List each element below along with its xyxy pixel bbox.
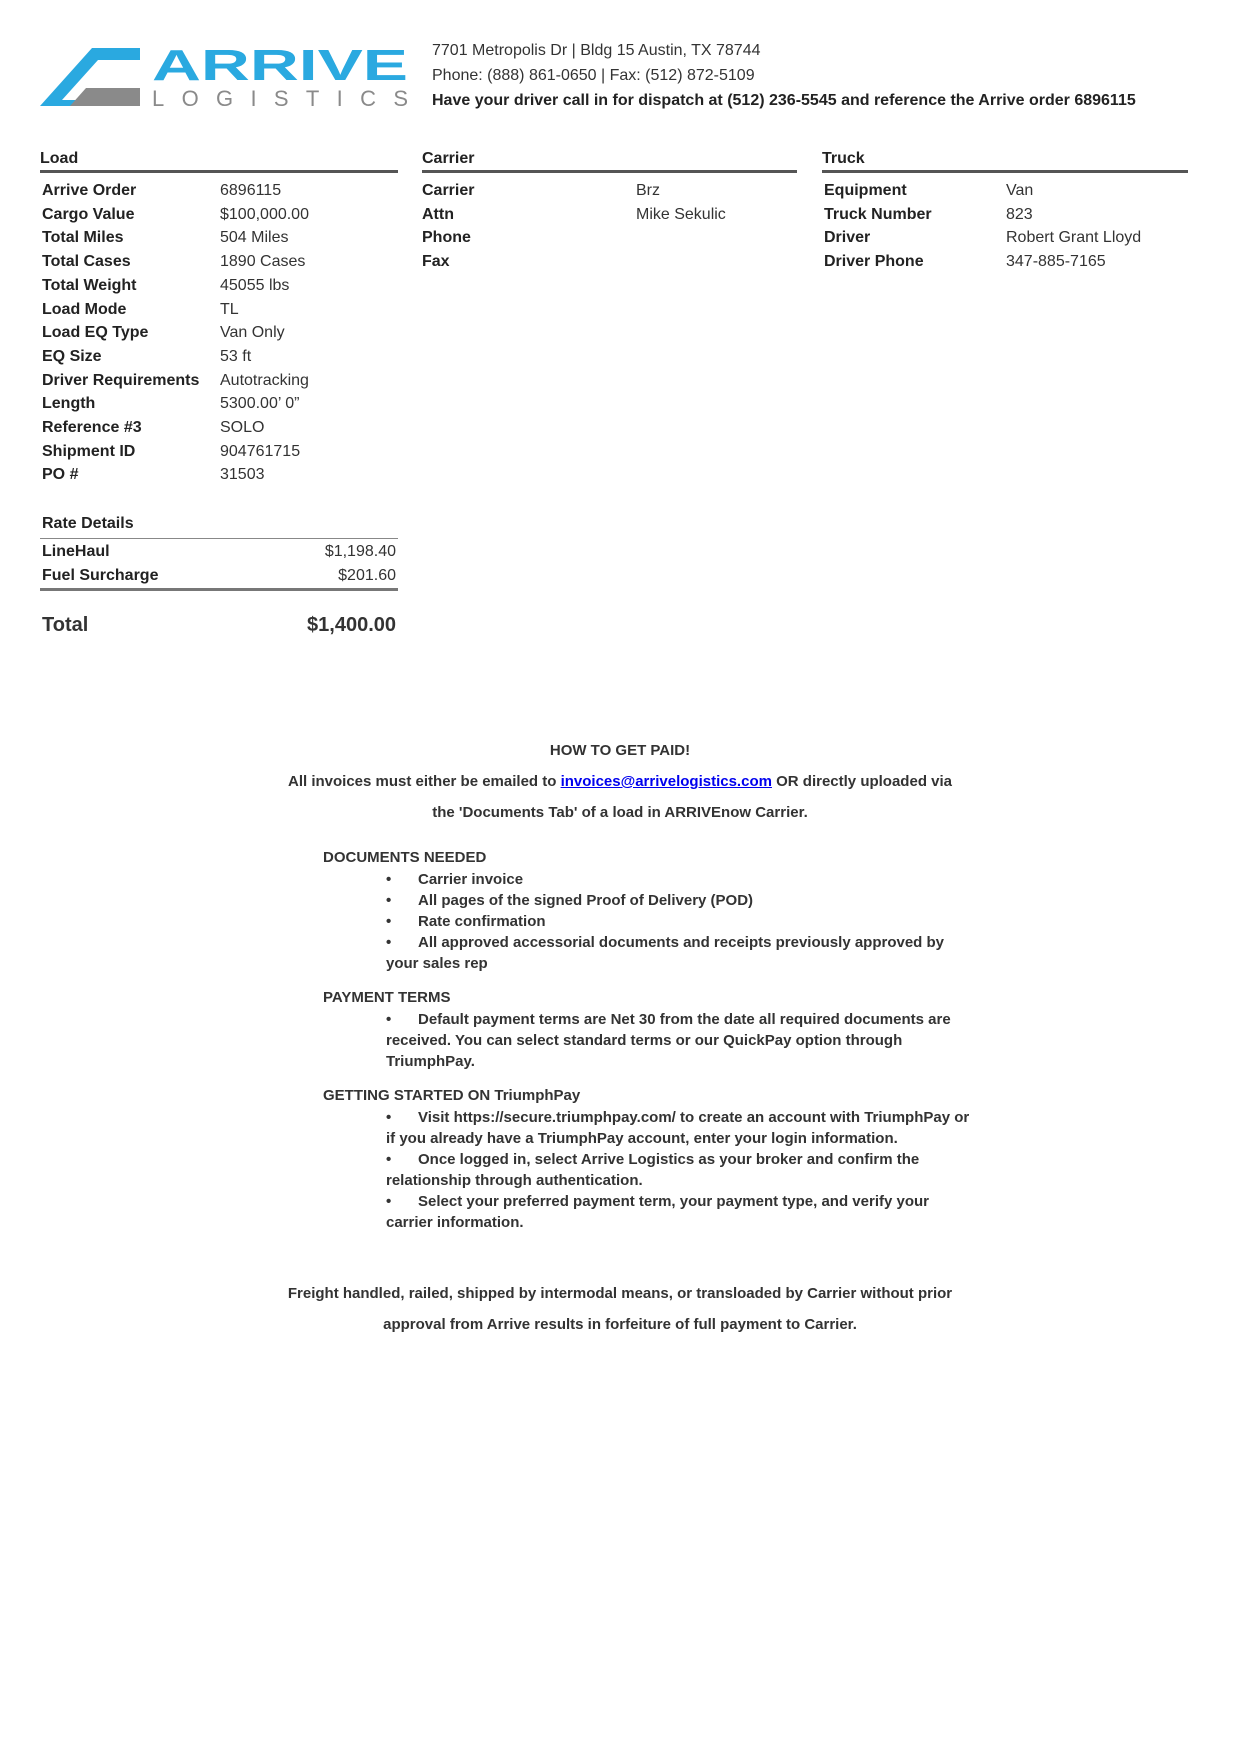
load-row-value: Van Only xyxy=(220,324,285,342)
load-row-value: SOLO xyxy=(220,419,265,436)
load-row-value: 6896115 xyxy=(220,182,282,199)
bullet-icon: • xyxy=(386,1193,392,1210)
payment-terms-heading: PAYMENT TERMS xyxy=(323,989,451,1006)
load-row-value: TL xyxy=(220,300,239,318)
load-row-label: Load Mode xyxy=(42,300,127,318)
rate-top-rule xyxy=(40,538,398,539)
carrier-row-value: Mike Sekulic xyxy=(636,205,726,223)
truck-row-label: Truck Number xyxy=(824,205,932,223)
load-row-label: Load EQ Type xyxy=(42,324,149,342)
bullet-icon: • xyxy=(386,1151,392,1168)
load-row-value: 53 ft xyxy=(220,347,252,365)
list-item xyxy=(386,911,976,932)
load-row-label: PO # xyxy=(42,466,79,484)
truck-rule xyxy=(822,170,1188,173)
list-item xyxy=(386,1009,976,1072)
list-item-text: Select your preferred payment term, your payment type, and verify your carrier information. xyxy=(386,1193,929,1231)
load-row-label: Reference #3 xyxy=(42,419,142,436)
load-row-label: Driver Requirements xyxy=(42,371,200,389)
rate-bottom-rule xyxy=(40,588,398,591)
load-row-label: Arrive Order xyxy=(42,182,137,199)
logo-word: ARRIVE xyxy=(152,44,408,90)
invoices-email-link[interactable]: invoices@arrivelogistics.com xyxy=(560,773,772,790)
arrive-logistics-logo xyxy=(40,44,410,112)
bullet-icon: • xyxy=(386,1109,392,1126)
list-item-text: Once logged in, select Arrive Logistics as your broker and confirm the relationship through authentication. xyxy=(386,1151,920,1189)
carrier-row-label: Carrier xyxy=(422,182,475,199)
how-to-get-paid-title: HOW TO GET PAID! xyxy=(549,742,691,759)
load-row-value: 1890 Cases xyxy=(220,253,306,271)
freight-footer-line2: approval from Arrive results in forfeiture of full payment to Carrier. xyxy=(383,1316,857,1333)
list-item-text: Default payment terms are Net 30 from the date all required documents are received. You can select standard terms or our QuickPay option through TriumphPay. xyxy=(386,1011,951,1070)
carrier-row-label: Attn xyxy=(422,205,454,223)
rate-row xyxy=(42,542,396,562)
load-row-label: Total Miles xyxy=(42,229,124,247)
invoice-instruction-line1 xyxy=(0,773,1240,790)
rate-row-value: $201.60 xyxy=(338,567,396,584)
total-label: Total xyxy=(42,614,89,636)
getting-started-heading: GETTING STARTED ON TriumphPay xyxy=(323,1087,581,1104)
truck-row-label: Driver xyxy=(824,229,871,247)
truck-heading: Truck xyxy=(822,150,865,167)
load-row-value: 904761715 xyxy=(220,442,301,460)
list-item-text: Rate confirmation xyxy=(418,913,546,930)
bullet-icon: • xyxy=(386,892,392,909)
load-row-label: Length xyxy=(42,395,96,413)
truck-row-value: 347-885-7165 xyxy=(1006,253,1106,271)
carrier-row-label: Fax xyxy=(422,253,450,271)
load-row-value: 504 Miles xyxy=(220,229,289,247)
documents-needed-list xyxy=(386,869,976,974)
bullet-icon: • xyxy=(386,871,392,888)
bullet-icon: • xyxy=(386,934,392,951)
list-item xyxy=(386,890,976,911)
list-item-text: All pages of the signed Proof of Delivery (POD) xyxy=(418,892,754,909)
carrier-row-value: Brz xyxy=(636,182,660,199)
list-item xyxy=(386,1149,976,1191)
truck-row-label: Equipment xyxy=(824,182,907,199)
getting-started-list xyxy=(386,1107,976,1233)
truck-row-value: Robert Grant Lloyd xyxy=(1006,229,1142,247)
documents-needed-heading: DOCUMENTS NEEDED xyxy=(323,849,487,866)
load-row-value: Autotracking xyxy=(220,371,309,389)
company-address: 7701 Metropolis Dr | Bldg 15 Austin, TX 78744 xyxy=(432,42,761,59)
rate-details-heading: Rate Details xyxy=(42,515,134,532)
freight-footer-line1: Freight handled, railed, shipped by intermodal means, or transloaded by Carrier without prior xyxy=(287,1285,953,1302)
load-heading: Load xyxy=(40,150,79,167)
truck-row-label: Driver Phone xyxy=(824,253,924,271)
list-item-text: Carrier invoice xyxy=(418,871,524,888)
load-rule xyxy=(40,170,398,173)
truck-row-value: 823 xyxy=(1006,205,1033,223)
load-row-label: Shipment ID xyxy=(42,442,136,460)
truck-row-value: Van xyxy=(1006,182,1034,199)
invoice-instruction-line2: the 'Documents Tab' of a load in ARRIVEnow Carrier. xyxy=(432,804,808,821)
company-phone-fax: Phone: (888) 861-0650 | Fax: (512) 872-5109 xyxy=(432,67,755,84)
rate-row-value: $1,198.40 xyxy=(324,543,396,560)
carrier-row-label: Phone xyxy=(422,229,471,247)
invoice-line1-post: OR directly uploaded via xyxy=(771,773,952,790)
load-row-value: 45055 lbs xyxy=(220,276,290,294)
load-row-label: Total Cases xyxy=(42,253,131,271)
load-row-value: $100,000.00 xyxy=(220,205,309,223)
list-item xyxy=(386,869,976,890)
load-row-label: Cargo Value xyxy=(42,205,135,223)
load-row-label: Total Weight xyxy=(42,276,137,294)
invoice-line1-pre: All invoices must either be emailed to xyxy=(287,773,561,790)
list-item xyxy=(386,932,976,974)
total-value: $1,400.00 xyxy=(307,614,396,636)
list-item-text: All approved accessorial documents and receipts previously approved by your sales rep xyxy=(386,934,945,972)
load-row-value: 5300.00’ 0” xyxy=(220,395,300,413)
rate-row-label: Fuel Surcharge xyxy=(42,567,159,584)
list-item xyxy=(386,1107,976,1149)
carrier-rule xyxy=(422,170,797,173)
load-row-value: 31503 xyxy=(220,466,265,484)
list-item-text: Visit https://secure.triumphpay.com/ to create an account with TriumphPay or if you already have a TriumphPay account, enter your login information. xyxy=(386,1109,970,1147)
rate-row-label: LineHaul xyxy=(42,543,110,560)
load-row-label: EQ Size xyxy=(42,347,102,365)
logo-sub: LOGISTICS xyxy=(152,86,408,111)
bullet-icon: • xyxy=(386,1011,392,1028)
rate-row xyxy=(42,566,396,586)
dispatch-note: Have your driver call in for dispatch at (512) 236-5545 and reference the Arrive order 6896115 xyxy=(432,92,1136,109)
payment-terms-list xyxy=(386,1009,976,1072)
bullet-icon: • xyxy=(386,913,392,930)
carrier-heading: Carrier xyxy=(422,150,475,167)
list-item xyxy=(386,1191,976,1233)
